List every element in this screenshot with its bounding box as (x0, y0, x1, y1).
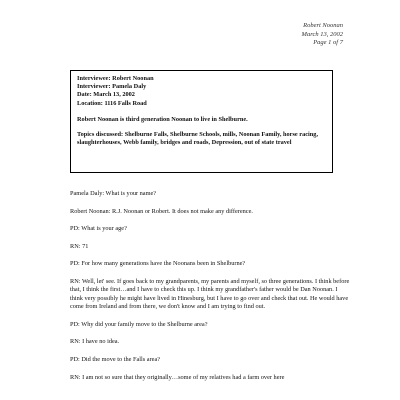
date-line: Date: March 13, 2002 (77, 91, 135, 99)
transcript-body (70, 190, 350, 391)
transcript-paragraph: PD: Did the move to the Falls area? (70, 355, 161, 363)
location-line: Location: 1116 Falls Road (77, 99, 147, 107)
topics-line: Topics discussed: Shelburne Falls, Shelburne Schools, mills, Noonan Family, horse racing, slaughterhouses, Webb family, bridges and roads, Depression, out of state travel (77, 131, 319, 147)
transcript-paragraph: PD: For how many generations have the Noonans been in Shelburne? (70, 260, 246, 268)
header-page-number: Page 1 of 7 (313, 39, 343, 46)
transcript-paragraph: RN: I have no idea. (70, 338, 120, 346)
interviewer-line: Interviewer: Pamela Daly (77, 83, 147, 91)
transcript-paragraph: Robert Noonan: R.J. Noonan or Robert. It does not make any difference. (70, 207, 253, 215)
transcript-paragraph: PD: What is your age? (70, 225, 127, 233)
transcript-paragraph: RN: Well, let' see. If goes back to my grandparents, my parents and myself, so three generations. I think before that, I think the first…and I have to check this up. I think my grandfather's father would be Dan Noonan. I think very possibly he might have lived in Hinesburg, but I have to go over and check that out. He would have come from Ireland and from there, we don't know and I am trying to find out. (70, 277, 350, 311)
header-name: Robert Noonan (303, 22, 343, 29)
header-date: March 13, 2002 (301, 30, 343, 38)
interview-info-box (70, 70, 333, 173)
interviewee-line: Interviewee: Robert Noonan (77, 75, 154, 82)
transcript-paragraph: Pamela Daly: What is your name? (70, 190, 157, 197)
transcript-paragraph: RN: 71 (70, 242, 89, 250)
transcript-paragraph: RN: I am not so sure that they originally…some of my relatives had a farm over here (70, 373, 285, 381)
page-header (302, 22, 343, 48)
transcript-paragraph: PD: Why did your family move to the Shelburne area? (70, 320, 208, 328)
summary-line: Robert Noonan is third generation Noonan to live in Shelburne. (77, 115, 248, 123)
